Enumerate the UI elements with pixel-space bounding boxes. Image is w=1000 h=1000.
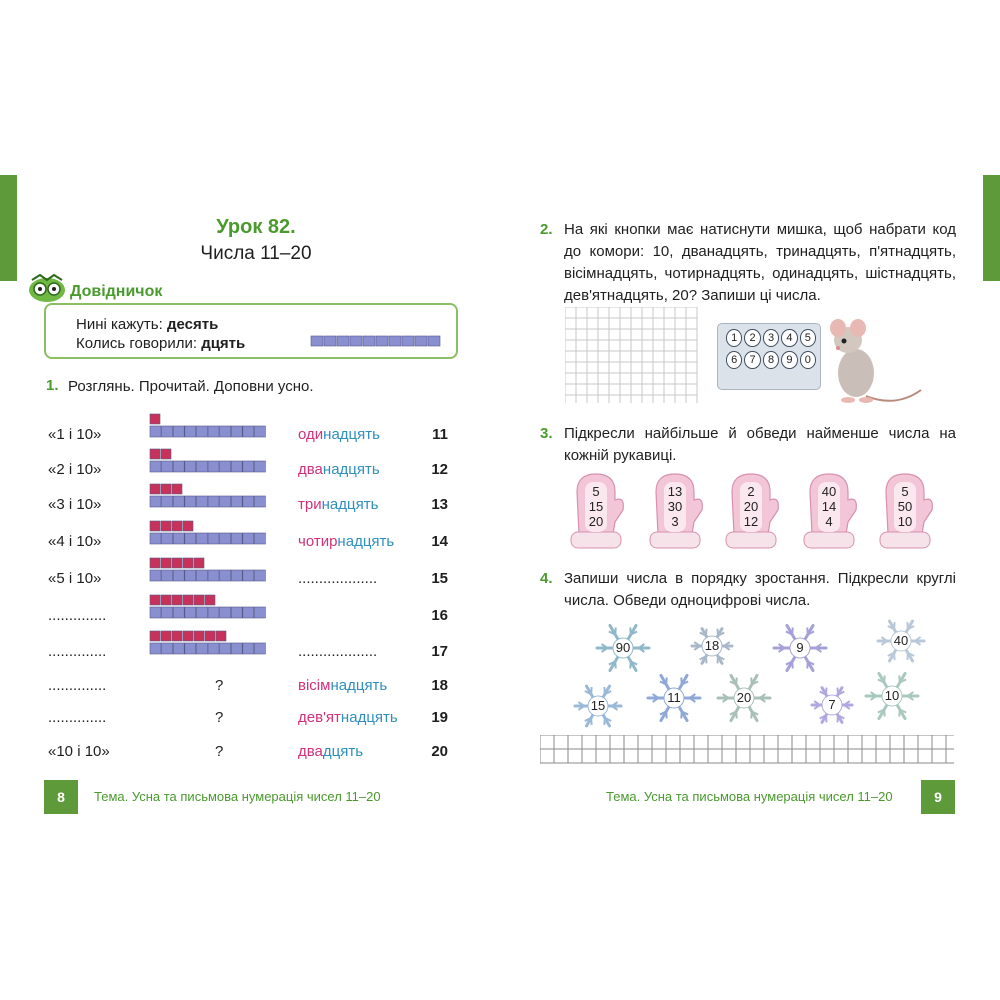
ten-cube [363,336,375,346]
blue-cube [243,426,254,437]
question-mark: ? [215,677,224,694]
snowflake-number: 15 [590,698,606,713]
row-number: 19 [431,709,448,726]
red-cube [194,631,204,641]
word-part-dtsyat: дцять [322,743,364,760]
word-part-na: на [321,496,339,513]
mitten-number: 20 [743,499,759,514]
row-left-label: .............. [48,677,107,694]
snowflake [772,620,828,676]
word-part-prefix: оди [298,426,324,443]
red-cube [172,595,182,605]
snowflake [690,624,734,668]
cubes-illustration [148,593,270,625]
keypad-button: 8 [763,351,779,369]
ten-cubes-bar-icon [310,334,446,348]
blue-cube [231,643,242,654]
blue-cube [243,496,254,507]
blue-cube [208,607,219,618]
snowflake-number: 40 [893,633,909,648]
snowflake-number: 10 [884,688,900,703]
mitten-number: 30 [667,499,683,514]
blue-cube [150,496,161,507]
word-part-dtsyat: дцять [339,461,380,478]
snowflake [864,668,920,724]
keypad-button: 2 [744,329,760,347]
helper-line-1-prefix: Нині кажуть: [76,316,163,333]
snowflake [716,670,772,726]
mitten-number: 40 [821,484,837,499]
snowflake-number: 9 [796,640,804,655]
blue-cube [231,533,242,544]
blue-cube [162,426,173,437]
blue-cube [196,461,207,472]
mitten-number: 5 [901,484,909,499]
red-cube [183,558,193,568]
red-cube [150,595,160,605]
ten-cube [428,336,440,346]
word-part-na: на [323,426,340,443]
left-page-number: 8 [44,780,78,814]
mitten-number: 20 [588,514,604,529]
helper-line-1 [76,316,218,333]
blue-cube [173,570,184,581]
helper-line-1-bold: десять [166,316,219,333]
row-number: 18 [431,677,448,694]
owl-helper-icon [26,272,68,304]
mitten-numbers [660,484,690,529]
blue-cube [173,496,184,507]
blue-cube [150,643,161,654]
row-left-label: «3 і 10» [48,496,102,513]
helper-line-2-prefix: Колись говорили: [76,335,198,352]
number-word: ................... [298,570,378,587]
ten-cube [350,336,362,346]
red-cube [172,631,182,641]
task-3-text: Підкресли найбільше й обведи найменше числа на кожній рукавиці. [564,425,956,464]
blue-cube [231,496,242,507]
blue-cube [220,607,231,618]
task-4-text: Запиши числа в порядку зростання. Підкресли круглі числа. Обведи одноцифрові числа. [564,570,956,609]
blue-cube [243,533,254,544]
cubes-illustration [148,482,270,514]
lesson-subtitle: Числа 11–20 [200,243,312,264]
word-part-prefix: два [298,461,323,478]
word-part-na: на [322,461,340,478]
mitten [798,470,860,552]
red-cube [205,631,215,641]
blue-cube [150,426,161,437]
mitten-number: 3 [671,514,679,529]
mitten-number: 4 [825,514,833,529]
ten-cube [337,336,349,346]
mitten [565,470,627,552]
keypad-button: 7 [744,351,760,369]
red-cube [161,521,171,531]
red-cube [216,631,226,641]
snowflake-number: 7 [828,697,836,712]
row-number: 15 [431,570,448,587]
right-page-edge-tab [983,175,1000,281]
task-4-number: 4. [540,570,553,587]
cubes-illustration [148,412,270,444]
blue-cube [208,496,219,507]
helper-line-2-bold: дцять [201,335,246,352]
blue-cube [231,461,242,472]
word-part-dtsyat: дцять [354,533,395,550]
red-cube [150,521,160,531]
number-word [298,496,378,513]
left-page-edge-tab [0,175,17,281]
question-mark: ? [215,743,224,760]
red-cube [161,631,171,641]
left-footer: Тема. Усна та письмова нумерація чисел 11–20 [94,789,381,804]
keypad-button: 6 [726,351,742,369]
mitten-numbers [814,484,844,529]
red-cube [150,558,160,568]
row-number: 11 [432,426,448,443]
ten-cube [376,336,388,346]
blue-cube [185,461,196,472]
mitten-number: 50 [897,499,913,514]
number-word [298,426,380,443]
blue-cube [185,643,196,654]
row-number: 20 [431,743,448,760]
question-mark: ? [215,709,224,726]
word-part-dtsyat: дцять [338,496,379,513]
task-4-answer-grid[interactable] [540,735,954,765]
blue-cube [185,533,196,544]
blue-cube [185,570,196,581]
task-1-text: Розглянь. Прочитай. Доповни усно. [68,378,314,395]
word-part-dtsyat: дцять [339,426,380,443]
blue-cube [243,607,254,618]
word-part-prefix: чотир [298,533,338,550]
number-word: ................... [298,643,378,660]
snowflake [810,683,854,727]
blue-cube [208,461,219,472]
number-word [298,677,387,694]
number-word [298,461,380,478]
task-2-number: 2. [540,221,553,238]
red-cube [161,595,171,605]
blue-cube [196,570,207,581]
mitten-numbers [736,484,766,529]
row-number: 16 [431,607,448,624]
task-3-number: 3. [540,425,553,442]
blue-cube [254,461,265,472]
mitten-number: 10 [897,514,913,529]
row-number: 12 [431,461,448,478]
cubes-illustration [148,629,270,661]
number-word [298,743,363,760]
blue-cube [231,607,242,618]
blue-cube [243,643,254,654]
blue-cube [208,570,219,581]
mitten [874,470,936,552]
blue-cube [243,570,254,581]
row-left-label: «4 і 10» [48,533,102,550]
red-cube [161,449,171,459]
mitten [644,470,706,552]
snowflake-number: 90 [615,640,631,655]
word-part-prefix: вісім [298,677,331,694]
red-cube [205,595,215,605]
mitten-number: 14 [821,499,837,514]
word-part-na: на [330,677,348,694]
snowflake [646,670,702,726]
blue-cube [220,426,231,437]
blue-cube [196,426,207,437]
blue-cube [150,461,161,472]
blue-cube [173,461,184,472]
blue-cube [254,426,265,437]
blue-cube [254,496,265,507]
word-part-prefix: два [298,743,323,760]
blue-cube [173,643,184,654]
blue-cube [254,607,265,618]
red-cube [161,558,171,568]
red-cube [172,521,182,531]
cubes-illustration [148,519,270,551]
word-part-dtsyat: дцять [347,677,388,694]
blue-cube [173,533,184,544]
mitten-number: 2 [747,484,755,499]
blue-cube [254,533,265,544]
word-part-na: на [340,709,358,726]
blue-cube [231,570,242,581]
blue-cube [162,607,173,618]
lesson-title: Урок 82. [216,216,296,238]
row-number: 17 [431,643,448,660]
blue-cube [220,570,231,581]
red-cube [172,484,182,494]
keypad-button: 5 [800,329,816,347]
ten-cube [324,336,336,346]
snowflake [573,681,623,731]
blue-cube [150,533,161,544]
blue-cube [254,643,265,654]
red-cube [194,595,204,605]
keypad-row-2 [718,349,820,371]
row-number: 14 [431,533,448,550]
ten-cube [415,336,427,346]
task-1-number: 1. [46,377,59,394]
mitten-numbers [890,484,920,529]
row-number: 13 [431,496,448,513]
helper-line-2 [76,335,245,352]
red-cube [150,484,160,494]
mitten-numbers [581,484,611,529]
red-cube [172,558,182,568]
task-2-answer-grid[interactable] [565,307,700,407]
ten-cube [311,336,323,346]
word-part-dtsyat: дцять [357,709,398,726]
snowflake-number: 18 [704,638,720,653]
blue-cube [185,496,196,507]
blue-cube [162,643,173,654]
right-page-number: 9 [921,780,955,814]
blue-cube [220,496,231,507]
helper-label: Довідничок [70,283,163,300]
blue-cube [150,607,161,618]
blue-cube [208,533,219,544]
cubes-illustration [148,556,270,588]
cubes-illustration [148,447,270,479]
red-cube [194,558,204,568]
red-cube [150,414,160,424]
blue-cube [196,607,207,618]
blue-cube [196,643,207,654]
blue-cube [162,461,173,472]
blue-cube [162,496,173,507]
snowflake-number: 11 [667,690,681,705]
blue-cube [243,461,254,472]
keypad-button: 0 [800,351,816,369]
number-word [298,533,394,550]
red-cube [183,631,193,641]
row-left-label: «5 і 10» [48,570,102,587]
blue-cube [162,570,173,581]
mitten-number: 13 [667,484,683,499]
blue-cube [254,570,265,581]
snowflake-number: 20 [736,690,752,705]
keypad-row-1 [718,324,820,349]
mitten-number: 12 [743,514,759,529]
red-cube [183,521,193,531]
row-left-label: «2 і 10» [48,461,102,478]
keypad-button: 4 [781,329,797,347]
blue-cube [196,533,207,544]
blue-cube [173,426,184,437]
snowflake [595,620,651,676]
blue-cube [185,607,196,618]
blue-cube [173,607,184,618]
row-left-label: .............. [48,643,107,660]
mitten-number: 15 [588,499,604,514]
keypad-button: 9 [781,351,797,369]
blue-cube [220,643,231,654]
mitten [720,470,782,552]
word-part-prefix: три [298,496,322,513]
blue-cube [208,426,219,437]
mouse-illustration [826,318,928,406]
blue-cube [196,496,207,507]
blue-cube [150,570,161,581]
row-left-label: «10 і 10» [48,743,110,760]
mitten-number: 5 [592,484,600,499]
ten-cube [402,336,414,346]
red-cube [183,595,193,605]
blue-cube [162,533,173,544]
red-cube [150,631,160,641]
word-part-prefix: дев'ят [298,709,341,726]
snowflake [876,616,926,666]
blue-cube [220,461,231,472]
right-footer: Тема. Усна та письмова нумерація чисел 11–20 [606,789,893,804]
keypad [717,323,821,390]
keypad-button: 1 [726,329,742,347]
blue-cube [185,426,196,437]
number-word [298,709,398,726]
red-cube [150,449,160,459]
blue-cube [220,533,231,544]
row-left-label: «1 і 10» [48,426,102,443]
blue-cube [208,643,219,654]
task-2-text: На які кнопки має натиснути мишка, щоб набрати код до комори: 10, дванадцять, тринадцять, п'ятнадцять, вісімнадцять, чотирнадцять, одинадцять, шістнадцять, дев'ятнадцять, 20? Запиши ці числа. [564,221,956,304]
blue-cube [231,426,242,437]
red-cube [161,484,171,494]
ten-cube [389,336,401,346]
row-left-label: .............. [48,709,107,726]
row-left-label: .............. [48,607,107,624]
keypad-button: 3 [763,329,779,347]
word-part-na: на [337,533,355,550]
